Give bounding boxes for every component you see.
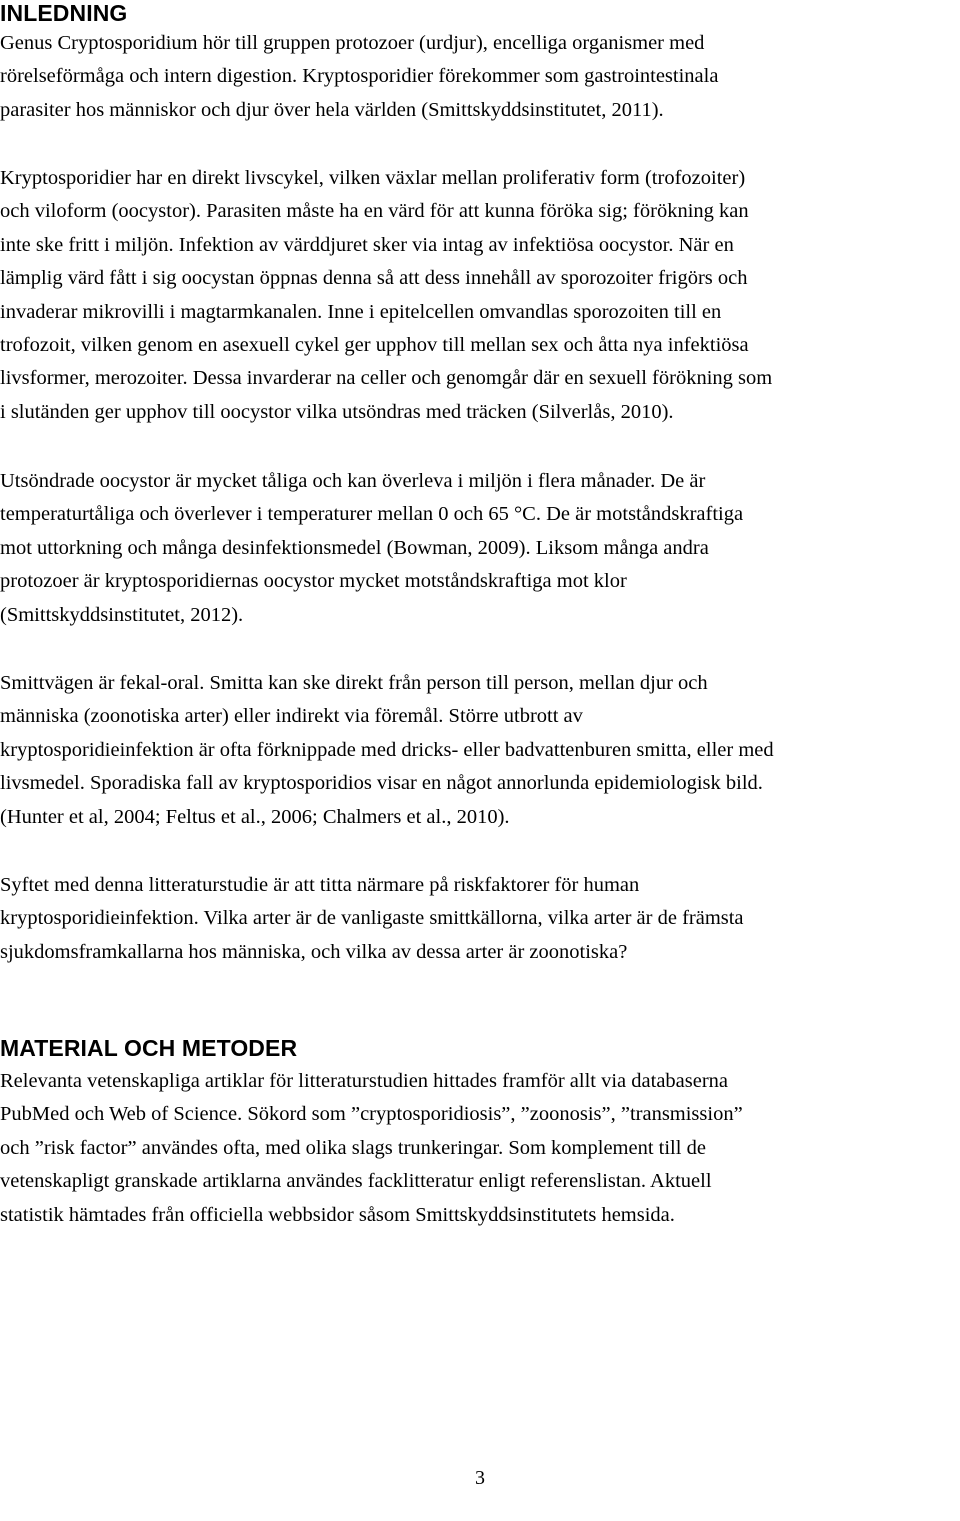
paragraph-transmission <box>0 667 774 834</box>
paragraph-line: kryptosporidieinfektion är ofta förknippade med dricks- eller badvattenburen smitta, eller med <box>0 738 774 761</box>
paragraph-line: Kryptosporidier har en direkt livscykel, vilken växlar mellan proliferativ form (trofozoiter) <box>0 167 746 189</box>
paragraph-oocyst-resistance <box>0 465 743 632</box>
paragraph-line: människa (zoonotiska arter) eller indirekt via föremål. Större utbrott av <box>0 705 583 728</box>
paragraph-line: Syftet med denna litteraturstudie är att titta närmare på riskfaktorer för human <box>0 874 640 896</box>
paragraph-line: vetenskapligt granskade artiklarna användes facklitteratur enligt referenslistan. Aktuell <box>0 1170 712 1193</box>
paragraph-aim <box>0 869 744 969</box>
paragraph-line: PubMed och Web of Science. Sökord som ”cryptosporidiosis”, ”zoonosis”, ”transmission” <box>0 1103 743 1126</box>
section-heading-material-och-metoder: MATERIAL OCH METODER <box>0 1035 298 1061</box>
paragraph-line: och ”risk factor” användes ofta, med olika slags trunkeringar. Som komplement till de <box>0 1136 706 1159</box>
paragraph-line: rörelseförmåga och intern digestion. Kryptosporidier förekommer som gastrointestinala <box>0 65 719 88</box>
paragraph-line: invaderar mikrovilli i magtarmkanalen. Inne i epitelcellen omvandlas sporozoiten till en <box>0 300 722 323</box>
paragraph-line: lämplig värd fått i sig oocystan öppnas denna så att dess innehåll av sporozoiter frigörs och <box>0 267 748 290</box>
paragraph-line: Relevanta vetenskapliga artiklar för litteraturstudien hittades framför allt via databaserna <box>0 1070 729 1092</box>
paragraph-line: Genus Cryptosporidium hör till gruppen protozoer (urdjur), encelliga organismer med <box>0 32 705 54</box>
paragraph-line: livsformer, merozoiter. Dessa invarderar na celler och genomgår där en sexuell förökning som <box>0 367 773 390</box>
paragraph-line: inte ske fritt i miljön. Infektion av värddjuret sker via intag av infektiösa oocystor. När en <box>0 233 734 256</box>
paragraph-line: livsmedel. Sporadiska fall av kryptosporidios visar en något annorlunda epidemiologisk bild. <box>0 772 763 795</box>
paragraph-line: kryptosporidieinfektion. Vilka arter är de vanligaste smittkällorna, vilka arter är de främsta <box>0 907 744 930</box>
paragraph-line: temperaturtåliga och överlever i temperaturer mellan 0 och 65 °C. De är motståndskraftiga <box>0 503 744 526</box>
paragraph-intro <box>0 27 718 127</box>
paragraph-line: (Hunter et al, 2004; Feltus et al., 2006; Chalmers et al., 2010). <box>0 805 510 828</box>
section-heading-inledning: INLEDNING <box>0 0 128 26</box>
paragraph-line: mot uttorkning och många desinfektionsmedel (Bowman, 2009). Liksom många andra <box>0 536 709 559</box>
paragraph-methods <box>0 1065 743 1232</box>
paragraph-line: (Smittskyddsinstitutet, 2012). <box>0 603 244 626</box>
paragraph-line: protozoer är kryptosporidiernas oocystor mycket motståndskraftiga mot klor <box>0 570 627 593</box>
page-number: 3 <box>475 1467 485 1489</box>
paragraph-line: parasiter hos människor och djur över hela världen (Smittskyddsinstitutet, 2011). <box>0 98 664 121</box>
paragraph-line: trofozoit, vilken genom en asexuell cykel ger upphov till mellan sex och åtta nya infektiösa <box>0 333 749 356</box>
paragraph-line: sjukdomsframkallarna hos människa, och vilka av dessa arter är zoonotiska? <box>0 940 628 963</box>
paragraph-line: i slutänden ger upphov till oocystor vilka utsöndras med träcken (Silverlås, 2010). <box>0 400 674 423</box>
paragraph-line: och viloform (oocystor). Parasiten måste ha en värd för att kunna föröka sig; förökning kan <box>0 200 749 223</box>
paragraph-line: Smittvägen är fekal-oral. Smitta kan ske direkt från person till person, mellan djur och <box>0 672 708 694</box>
paragraph-line: statistik hämtades från officiella webbsidor såsom Smittskyddsinstitutets hemsida. <box>0 1203 675 1226</box>
paragraph-life-cycle <box>0 162 772 429</box>
paragraph-line: Utsöndrade oocystor är mycket tåliga och kan överleva i miljön i flera månader. De är <box>0 470 706 492</box>
